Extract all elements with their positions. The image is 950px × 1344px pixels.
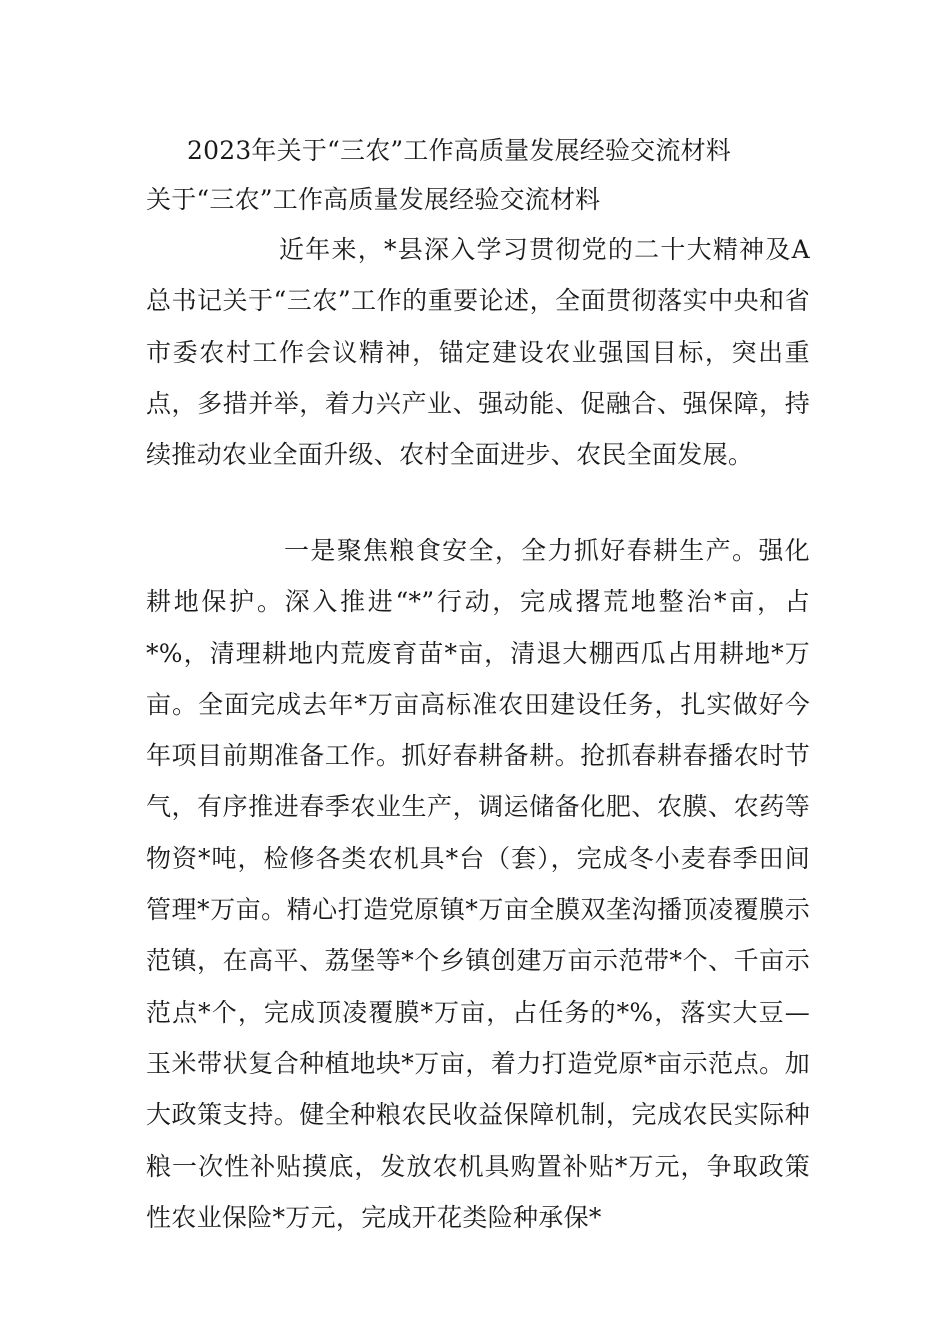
paragraph-intro: 近年来，*县深入学习贯彻党的二十大精神及A总书记关于“三农”工作的重要论述，全面贯彻落实中央和省市委农村工作会议精神，锚定建设农业强国目标，突出重点，多措并举，着力兴产业、强动能、促融合、强保障，持续推动农业全面升级、农村全面进步、农民全面发展。 — [146, 235, 810, 470]
paragraph-grain-security: 一是聚焦粮食安全，全力抓好春耕生产。强化耕地保护。深入推进“*”行动，完成撂荒地整治*亩，占*%，清理耕地内荒废育苗*亩，清退大棚西瓜占用耕地*万亩。全面完成去年*万亩高标准农田建设任务，扎实做好今年项目前期准备工作。抓好春耕备耕。抢抓春耕春播农时节气，有序推进春季农业生产，调运储备化肥、农膜、农药等物资*吨，检修各类农机具*台（套），完成冬小麦春季田间管理*万亩。精心打造党原镇*万亩全膜双垄沟播顶凌覆膜示范镇，在高平、荔堡等*个乡镇创建万亩示范带*个、千亩示范点*个，完成顶凌覆膜*万亩，占任务的*%，落实大豆—玉米带状复合种植地块*万亩，着力打造党原*亩示范点。加大政策支持。健全种粮农民收益保障机制，完成农民实际种粮一次性补贴摸底，发放农机具购置补贴*万元，争取政策性农业保险*万元，完成开花类险种承保* — [146, 536, 810, 1232]
document-subtitle: 关于“三农”工作高质量发展经验交流材料 — [146, 185, 601, 214]
document-title: 2023年关于“三农”工作高质量发展经验交流材料 — [187, 136, 731, 165]
